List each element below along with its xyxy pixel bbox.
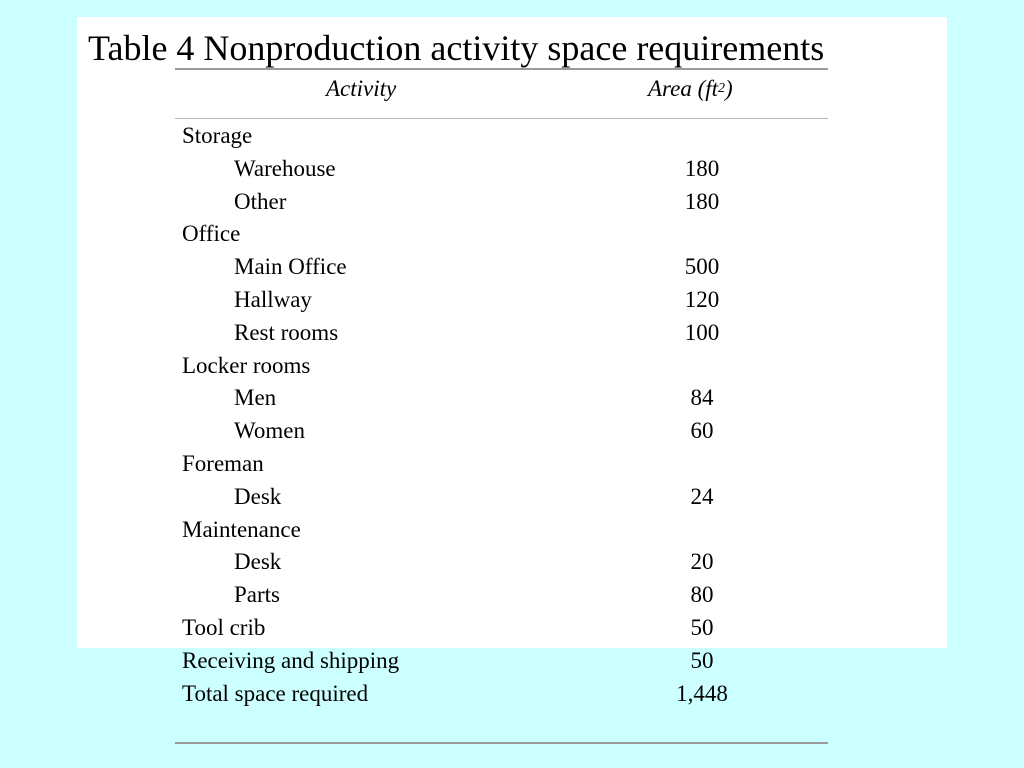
table-row: [0, 514, 1024, 547]
activity-cell: Other: [234, 188, 287, 214]
area-cell: 100: [684, 319, 720, 345]
table-bottom-rule: [175, 742, 828, 744]
table-row: [0, 645, 1024, 678]
activity-cell: Locker rooms: [182, 352, 311, 378]
activity-cell: Parts: [234, 582, 280, 608]
activity-cell: Rest rooms: [234, 319, 339, 345]
table-row: [0, 678, 1024, 711]
table-row: [0, 350, 1024, 383]
area-cell: 180: [684, 188, 720, 214]
table-top-rule: [175, 68, 828, 70]
activity-cell: Maintenance: [182, 516, 301, 542]
area-cell: 60: [690, 418, 714, 444]
activity-cell: Hallway: [234, 286, 312, 312]
area-cell: 84: [690, 385, 714, 411]
area-cell: 20: [690, 549, 714, 575]
area-cell: 1,448: [676, 680, 728, 706]
column-header-area: [648, 74, 733, 108]
activity-cell: Office: [182, 221, 241, 247]
activity-cell: Receiving and shipping: [182, 647, 400, 673]
activity-cell: Warehouse: [234, 155, 336, 181]
activity-cell: Main Office: [234, 254, 347, 280]
activity-cell: Men: [234, 385, 277, 411]
table-row: [0, 579, 1024, 612]
table-row: [0, 186, 1024, 219]
activity-cell: Storage: [182, 123, 253, 148]
activity-cell: Foreman: [182, 450, 264, 476]
table-row: [0, 382, 1024, 415]
area-header-superscript: 2: [718, 81, 726, 96]
activity-cell: Women: [234, 418, 305, 444]
column-header-activity: Activity: [326, 76, 397, 101]
table-row: [0, 218, 1024, 251]
table-row: [0, 153, 1024, 186]
table-row: [0, 251, 1024, 284]
area-cell: 180: [684, 155, 720, 181]
table-row: [0, 612, 1024, 645]
table-header-rule: [175, 118, 828, 119]
table-row: [0, 448, 1024, 481]
table-row: [0, 415, 1024, 448]
table-title: Table 4 Nonproduction activity space requirements: [88, 28, 825, 68]
area-cell: 80: [690, 582, 714, 608]
table-body: [0, 120, 1024, 710]
table-row: [0, 546, 1024, 579]
activity-cell: Desk: [234, 549, 282, 575]
table-row: [0, 284, 1024, 317]
area-cell: 500: [684, 254, 720, 280]
area-cell: 120: [684, 286, 720, 312]
activity-cell: Total space required: [182, 680, 369, 706]
area-cell: 50: [690, 614, 714, 640]
table-row: [0, 317, 1024, 350]
area-header-prefix: Area (ft: [648, 76, 719, 101]
table-row: [0, 481, 1024, 514]
area-cell: 24: [690, 483, 714, 509]
area-header-suffix: ): [725, 76, 733, 101]
activity-cell: Desk: [234, 483, 282, 509]
area-cell: 50: [690, 647, 714, 673]
activity-cell: Tool crib: [182, 614, 266, 640]
table-row: [0, 120, 1024, 153]
